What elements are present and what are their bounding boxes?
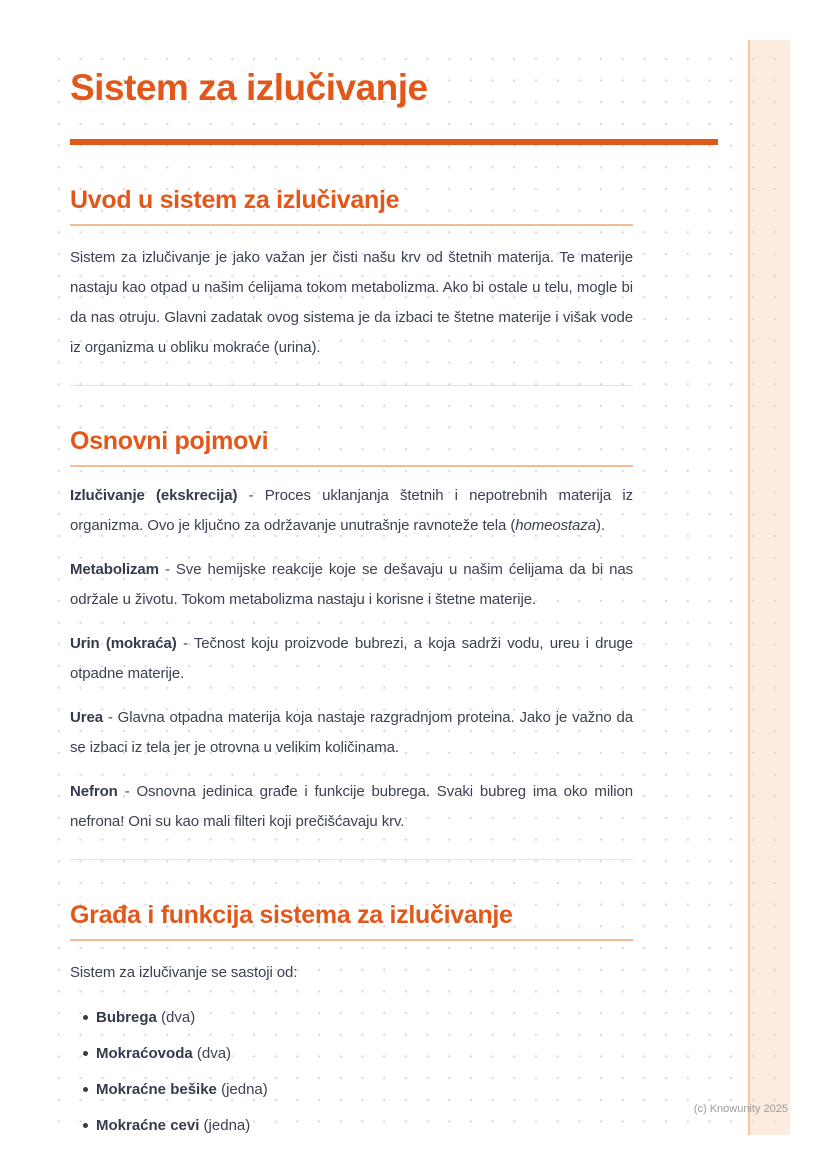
definition-text: Sve hemijske reakcije koje se dešavaju u našim ćelijama da bi nas održale u životu. Tokom metabolizma nastaju i korisne i štetne materije. [70,561,634,608]
document-page [40,40,790,1135]
definition-term: Metabolizam [70,561,159,578]
definition-text: Osnovna jedinica građe i funkcije bubrega. Svaki bubreg ima oko milion nefrona! Oni su kao mali filteri koji prečišćavaju krv. [70,783,634,830]
definition-dash: - [117,783,137,800]
bullet-icon [83,1051,88,1056]
definition-dash: - [158,561,176,578]
list-item [70,1036,633,1072]
list-item-note: (dva) [192,1045,232,1062]
list-item [70,1108,633,1144]
definition-urea [70,703,633,763]
list-item-note: (jedna) [216,1081,268,1098]
section-rule [70,224,633,226]
definition-term: Urea [70,709,103,726]
list-item-term: Mokraćne bešike [96,1081,217,1098]
copyright-note: (c) Knowunity 2025 [693,1103,788,1115]
definition-text: Proces uklanjanja štetnih i nepotrebnih materija iz organizma. Ovo je ključno za održavanje unutrašnje ravnoteže tela ( [70,487,633,534]
definition-term: Nefron [70,783,118,800]
definition-urin [70,629,633,689]
section-heading-pojmovi: Osnovni pojmovi [70,427,269,455]
definition-dash: - [237,487,265,504]
definition-dash: - [102,709,118,726]
definition-italic-term: homeostaza [515,517,596,534]
list-item-term: Mokraćovoda [96,1045,193,1062]
list-intro: Sistem za izlučivanje se sastoji od: [70,964,298,981]
list-item-term: Mokraćne cevi [96,1117,200,1134]
section-heading-gradja: Građa i funkcija sistema za izlučivanje [70,901,513,929]
section-rule [70,465,633,467]
definition-text-end: ). [595,517,605,534]
definition-text: Tečnost koju proizvode bubrezi, a koja sadrži vodu, ureu i druge otpadne materije. [70,635,633,682]
section-rule [70,939,633,941]
list-item-term: Bubrega [96,1009,157,1026]
list-item [70,1000,633,1036]
list-item [70,1072,633,1108]
page-content [70,40,718,1144]
list-item-note: (dva) [156,1009,196,1026]
bullet-icon [83,1123,88,1128]
title-rule [70,139,718,145]
definition-term: Urin (mokraća) [70,635,177,652]
page-margin-stripe [748,40,790,1135]
section-heading-uvod: Uvod u sistem za izlučivanje [70,186,400,214]
list-item-note: (jedna) [199,1117,251,1134]
definition-nefron [70,777,633,837]
definition-text: Glavna otpadna materija koja nastaje razgradnjom proteina. Jako je važno da se izbaci iz tela jer je otrovna u velikim količinama. [70,709,633,756]
bullet-icon [83,1087,88,1092]
section-divider [70,859,633,860]
definition-izlucivanje [70,481,633,541]
definition-metabolizam [70,555,633,615]
page-title: Sistem za izlučivanje [70,67,428,108]
bullet-icon [83,1015,88,1020]
section-divider [70,385,633,386]
body-parts-list [70,1000,633,1144]
intro-paragraph: Sistem za izlučivanje je jako važan jer čisti našu krv od štetnih materija. Te materije nastaju kao otpad u našim ćelijama tokom metabolizma. Ako bi ostale u telu, mogle bi da nas otruju. Glavni zadatak ovog sistema je da izbaci te štetne materije i višak vode iz organizma u obliku mokraće (urina). [70,249,633,356]
definition-dash: - [176,635,194,652]
definition-term: Izlučivanje (ekskrecija) [70,487,238,504]
